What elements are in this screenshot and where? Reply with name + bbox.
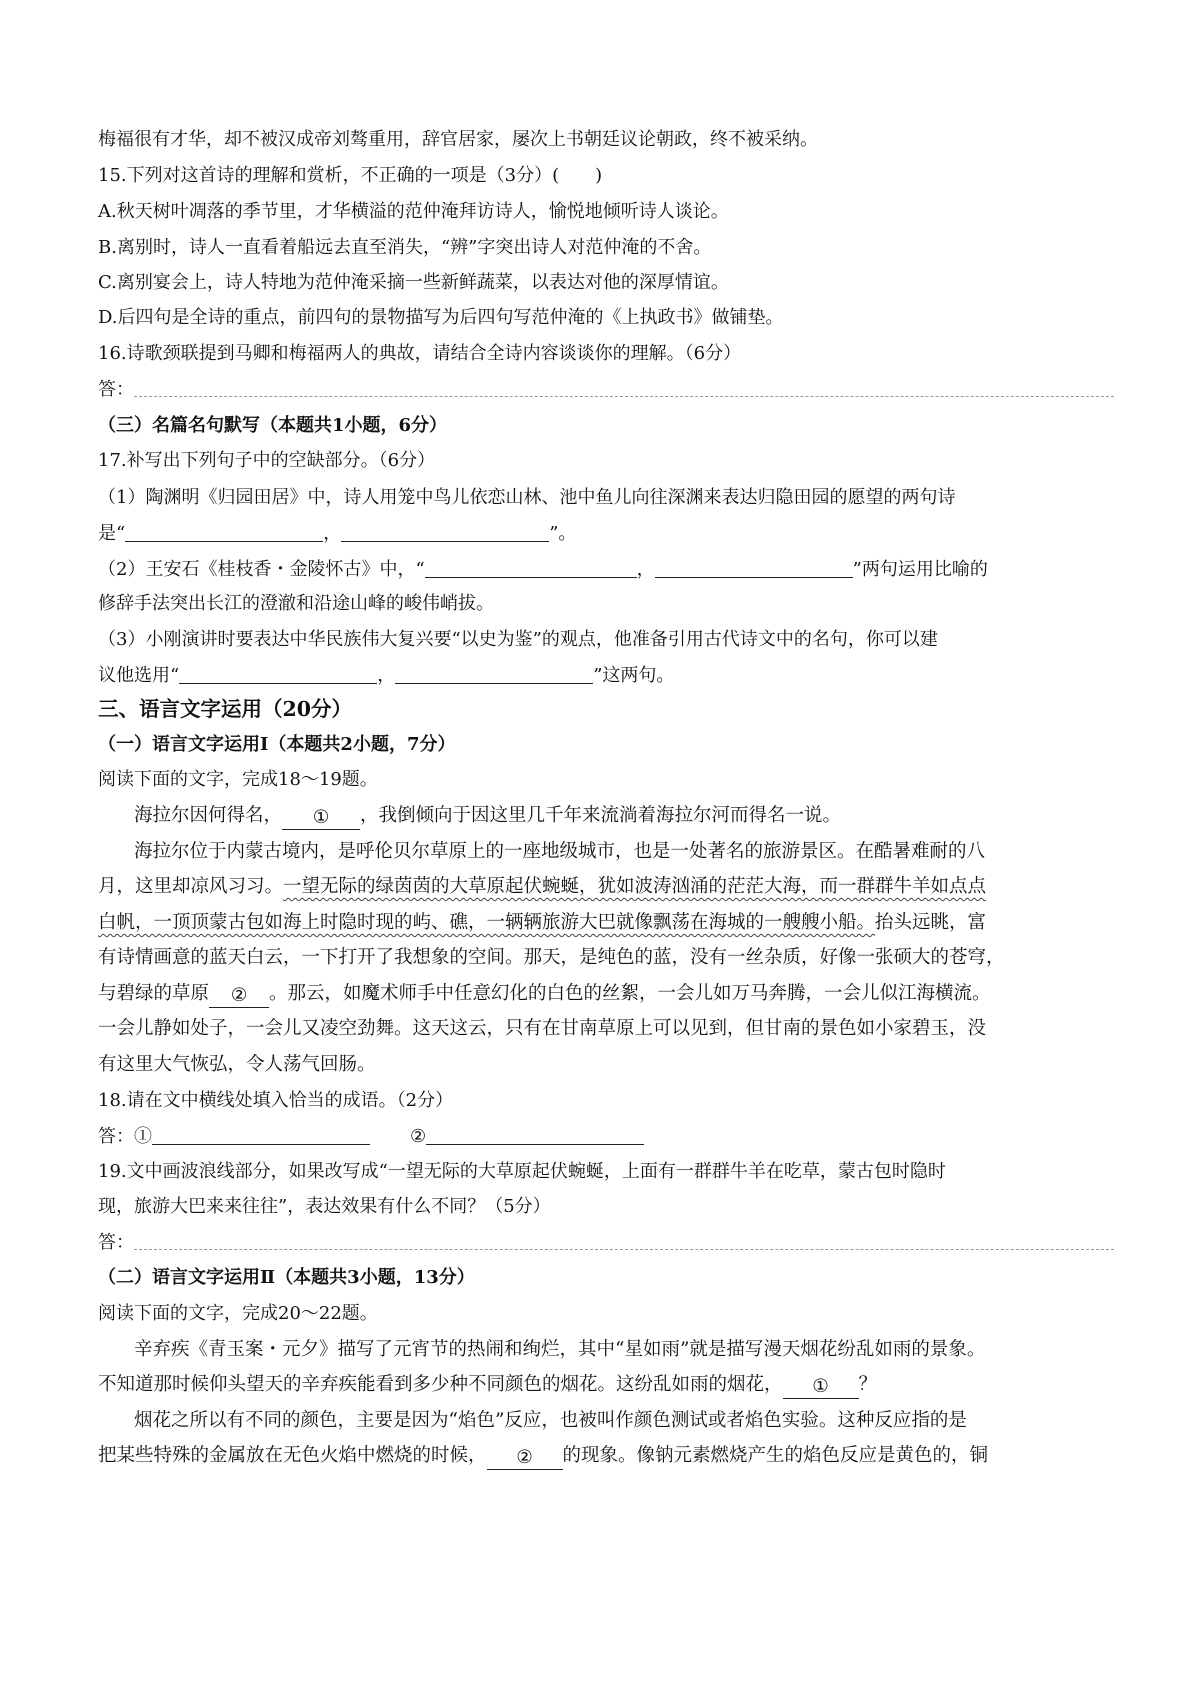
passage-line: 一会儿静如处子，一会儿又凌空劲舞。这天这云，只有在甘南草原上可以见到，但甘南的景色如小家碧玉，没 bbox=[98, 1018, 987, 1039]
question-17-2: （2）王安石《桂枝香・金陵怀古》中，“ ， ”两句运用比喻的 bbox=[98, 559, 988, 580]
subsection-heading: （二）语言文字运用Ⅱ（本题共3小题，13分） bbox=[98, 1267, 475, 1288]
answer-label: 答： bbox=[98, 1232, 134, 1253]
option-a: A.秋天树叶凋落的季节里，才华横溢的范仲淹拜访诗人，愉悦地倾听诗人谈论。 bbox=[98, 201, 729, 222]
section-heading: （三）名篇名句默写（本题共1小题，6分） bbox=[98, 415, 448, 436]
fill-blank[interactable] bbox=[125, 521, 323, 542]
fill-blank[interactable] bbox=[425, 557, 637, 578]
question-17-2-cont: 修辞手法突出长江的澄澈和沿途山峰的峻伟峭拔。 bbox=[98, 593, 494, 614]
answer-line-16[interactable] bbox=[98, 378, 1118, 402]
answer-line-19[interactable] bbox=[98, 1231, 1118, 1255]
passage-line: 烟花之所以有不同的颜色，主要是因为“焰色”反应，也被叫作颜色测试或者焰色实验。这种反应指的是 bbox=[134, 1410, 967, 1431]
question-17-1-blanks: 是“ ， ”。 bbox=[98, 523, 577, 544]
passage-line: 与碧绿的草原 ② 。那云，如魔术师手中任意幻化的白色的丝絮，一会儿如万马奔腾，一会儿似江海横流。 bbox=[98, 983, 991, 1006]
blank-2[interactable]: ② bbox=[487, 1447, 563, 1470]
passage-line: 海拉尔位于内蒙古境内，是呼伦贝尔草原上的一座地级城市，也是一处著名的旅游景区。在酷暑难耐的八 bbox=[134, 841, 986, 862]
reading-instruction: 阅读下面的文字，完成20～22题。 bbox=[98, 1303, 378, 1324]
question-18: 18.请在文中横线处填入恰当的成语。（2分） bbox=[98, 1090, 454, 1111]
option-d: D.后四句是全诗的重点，前四句的景物描写为后四句写范仲淹的《上执政书》做铺垫。 bbox=[98, 307, 784, 328]
question-17-3: （3）小刚演讲时要表达中华民族伟大复兴要“以史为鉴”的观点，他准备引用古代诗文中的名句，你可以建 bbox=[98, 629, 938, 650]
part-heading: 三、语言文字运用（20分） bbox=[98, 697, 353, 721]
option-b: B.离别时，诗人一直看着船远去直至消失，“辨”字突出诗人对范仲淹的不舍。 bbox=[98, 237, 712, 258]
question-17-3-blanks: 议他选用“ ， ”这两句。 bbox=[98, 665, 675, 686]
passage-line: 有诗情画意的蓝天白云，一下打开了我想象的空间。那天，是纯色的蓝，没有一丝杂质，好像一张硕大的苍穹， bbox=[98, 947, 1005, 968]
question-17: 17.补写出下列句子中的空缺部分。（6分） bbox=[98, 450, 436, 471]
question-15: 15.下列对这首诗的理解和赏析，不正确的一项是（3分）( ) bbox=[98, 165, 603, 186]
passage-line: 不知道那时候仰头望天的辛弃疾能看到多少种不同颜色的烟花。这纷乱如雨的烟花， ① ？ bbox=[98, 1374, 878, 1397]
question-17-1: （1）陶渊明《归园田居》中，诗人用笼中鸟儿依恋山林、池中鱼儿向往深渊来表达归隐田园的愿望的两句诗 bbox=[98, 487, 956, 508]
passage-line: 有这里大气恢弘，令人荡气回肠。 bbox=[98, 1054, 376, 1075]
blank-1[interactable]: ① bbox=[783, 1376, 859, 1399]
wavy-underline-text: 一望无际的绿茵茵的大草原起伏蜿蜒，犹如波涛汹涌的茫茫大海，而一群群牛羊如点点 bbox=[283, 876, 987, 897]
answer-label: 答： bbox=[98, 379, 134, 400]
fill-blank[interactable] bbox=[179, 663, 377, 684]
blank-2[interactable]: ② bbox=[209, 985, 269, 1008]
answer-line-18: 答：① ② bbox=[98, 1124, 1118, 1149]
answer-blank[interactable] bbox=[134, 378, 1114, 397]
passage-line: 白帆，一顶顶蒙古包如海上时隐时现的屿、礁，一辆辆旅游大巴就像飘荡在海城的一艘艘小船。抬头远眺，富 bbox=[98, 912, 987, 933]
question-19-cont: 现，旅游大巴来来往往”，表达效果有什么不同？（5分） bbox=[98, 1196, 551, 1217]
passage-line: 海拉尔因何得名， ① ，我倒倾向于因这里几千年来流淌着海拉尔河而得名一说。 bbox=[134, 805, 842, 828]
passage-line: 辛弃疾《青玉案・元夕》描写了元宵节的热闹和绚烂，其中“星如雨”就是描写漫天烟花纷乱如雨的景象。 bbox=[134, 1339, 986, 1360]
question-16: 16.诗歌颈联提到马卿和梅福两人的典故，请结合全诗内容谈谈你的理解。（6分） bbox=[98, 343, 742, 364]
wavy-underline-text: 白帆，一顶顶蒙古包如海上时隐时现的屿、礁，一辆辆旅游大巴就像飘荡在海城的一艘艘小船。 bbox=[98, 912, 876, 933]
answer-blank[interactable] bbox=[152, 1124, 370, 1145]
answer-blank[interactable] bbox=[426, 1124, 644, 1145]
passage-line: 月，这里却凉风习习。一望无际的绿茵茵的大草原起伏蜿蜒，犹如波涛汹涌的茫茫大海，而一群群牛羊如点点 bbox=[98, 876, 987, 897]
subsection-heading: （一）语言文字运用Ⅰ（本题共2小题，7分） bbox=[98, 734, 456, 755]
option-c: C.离别宴会上，诗人特地为范仲淹采摘一些新鲜蔬菜，以表达对他的深厚情谊。 bbox=[98, 272, 729, 293]
text-line: 梅福很有才华，却不被汉成帝刘骜重用，辞官居家，屡次上书朝廷议论朝政，终不被采纳。 bbox=[98, 129, 818, 150]
fill-blank[interactable] bbox=[341, 521, 549, 542]
fill-blank[interactable] bbox=[395, 663, 593, 684]
passage-line: 把某些特殊的金属放在无色火焰中燃烧的时候， ② 的现象。像钠元素燃烧产生的焰色反应是黄色的，铜 bbox=[98, 1445, 989, 1468]
question-19: 19.文中画波浪线部分，如果改写成“一望无际的大草原起伏蜿蜒，上面有一群群牛羊在吃草，蒙古包时隐时 bbox=[98, 1161, 946, 1182]
reading-instruction: 阅读下面的文字，完成18～19题。 bbox=[98, 769, 378, 790]
blank-1[interactable]: ① bbox=[282, 807, 360, 830]
answer-blank[interactable] bbox=[134, 1231, 1114, 1250]
fill-blank[interactable] bbox=[655, 557, 853, 578]
